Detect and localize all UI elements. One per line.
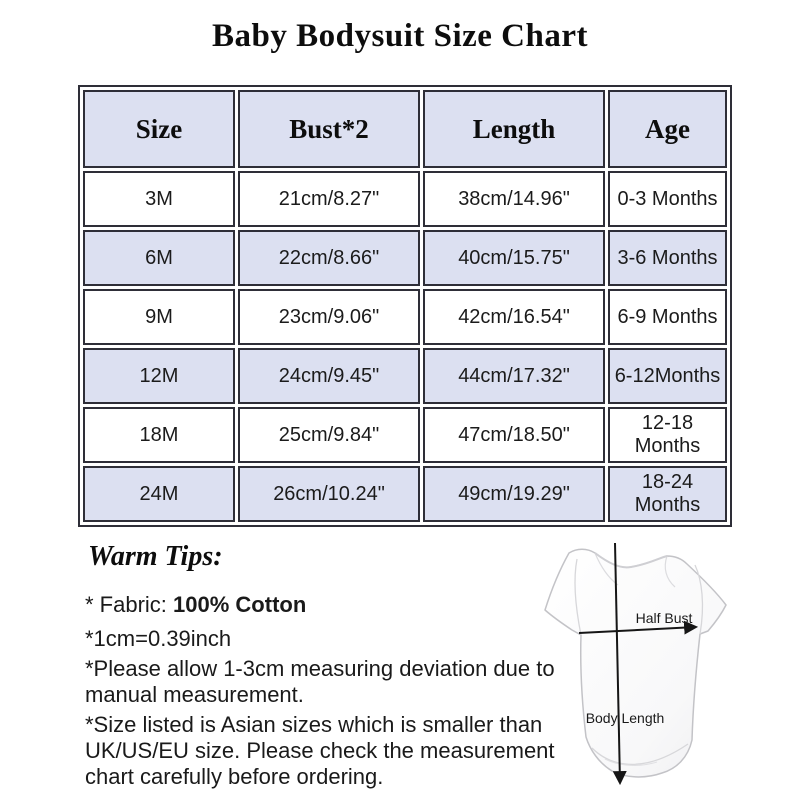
- size-cell: 3M: [83, 171, 235, 227]
- length-cell: 49cm/19.29": [423, 466, 605, 522]
- col-header-age: Age: [608, 90, 727, 168]
- table-row: [83, 466, 727, 522]
- tip-asian-size-line2: UK/US/EU size. Please check the measurement: [85, 738, 555, 763]
- size-cell: 24M: [83, 466, 235, 522]
- tip-asian-size-line3: chart carefully before ordering.: [85, 764, 384, 789]
- age-cell: 12-18 Months: [608, 407, 727, 463]
- age-cell: 18-24 Months: [608, 466, 727, 522]
- tip-deviation-line2: manual measurement.: [85, 682, 304, 707]
- tip-cm-conversion: *1cm=0.39inch: [85, 626, 232, 651]
- table-row: [83, 348, 727, 404]
- col-header-size: Size: [83, 90, 235, 168]
- length-cell: 44cm/17.32": [423, 348, 605, 404]
- tip-fabric: [85, 592, 306, 618]
- page-title: Baby Bodysuit Size Chart: [212, 18, 588, 54]
- tip-fabric-value: 100% Cotton: [173, 592, 307, 617]
- header-row: [83, 90, 727, 168]
- size-cell: 18M: [83, 407, 235, 463]
- tip-asian-size: [85, 712, 555, 790]
- warm-tips-heading: Warm Tips:: [88, 541, 223, 572]
- age-cell: 6-9 Months: [608, 289, 727, 345]
- bust-cell: 23cm/9.06": [238, 289, 420, 345]
- tip-fabric-label: * Fabric:: [85, 592, 174, 617]
- bodysuit-garment-shape: [545, 549, 726, 777]
- bust-cell: 22cm/8.66": [238, 230, 420, 286]
- size-chart-table: [78, 85, 732, 527]
- length-cell: 40cm/15.75": [423, 230, 605, 286]
- col-header-length: Length: [423, 90, 605, 168]
- body-length-label: Body Length: [585, 710, 665, 726]
- age-cell: 0-3 Months: [608, 171, 727, 227]
- table-row: [83, 407, 727, 463]
- tip-asian-size-line1: *Size listed is Asian sizes which is smaller than: [85, 712, 543, 737]
- bust-cell: 24cm/9.45": [238, 348, 420, 404]
- bust-cell: 26cm/10.24": [238, 466, 420, 522]
- table-row: [83, 171, 727, 227]
- size-cell: 12M: [83, 348, 235, 404]
- col-header-bust: Bust*2: [238, 90, 420, 168]
- tip-deviation-line1: *Please allow 1-3cm measuring deviation due to: [85, 656, 555, 681]
- half-bust-label: Half Bust: [635, 610, 693, 626]
- age-cell: 3-6 Months: [608, 230, 727, 286]
- length-cell: 47cm/18.50": [423, 407, 605, 463]
- size-chart: [78, 85, 732, 527]
- bust-cell: 25cm/9.84": [238, 407, 420, 463]
- bodysuit-illustration: [515, 535, 800, 800]
- size-cell: 9M: [83, 289, 235, 345]
- bust-cell: 21cm/8.27": [238, 171, 420, 227]
- length-cell: 42cm/16.54": [423, 289, 605, 345]
- age-cell: 6-12Months: [608, 348, 727, 404]
- table-row: [83, 289, 727, 345]
- size-cell: 6M: [83, 230, 235, 286]
- table-row: [83, 230, 727, 286]
- bodysuit-measurement-diagram: [515, 535, 800, 800]
- length-cell: 38cm/14.96": [423, 171, 605, 227]
- tip-deviation: [85, 656, 555, 708]
